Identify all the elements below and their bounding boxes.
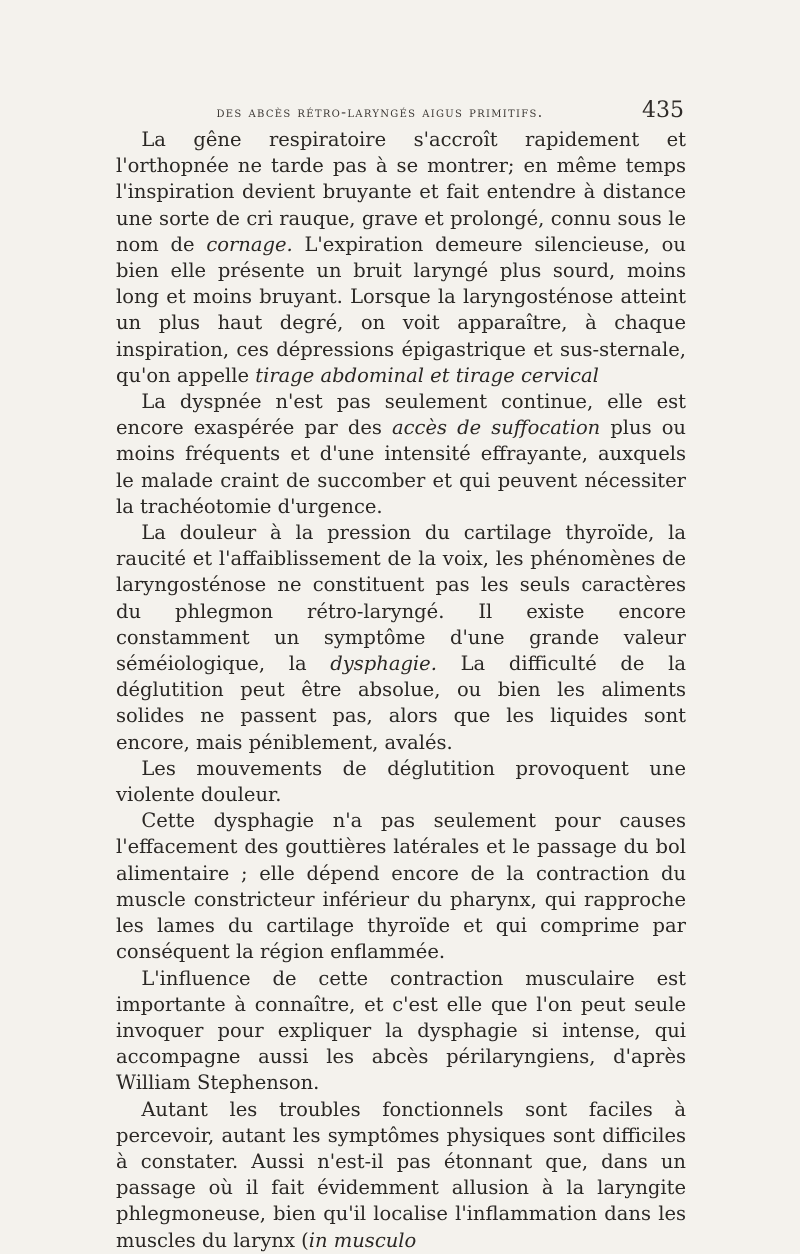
paragraph: La gêne respiratoire s'accroît rapidement et l'orthopnée ne tarde pas à se montrer; en même temps l'inspiration devient bruyante et fait entendre à distance une sorte de cri rauque, grave et prolongé, connu sous le nom de cornage. L'expiration demeure silencieuse, ou bien elle présente un bruit laryngé plus sourd, moins long et moins bruyant. Lorsque la laryngosténose atteint un plus haut degré, on voit apparaître, à chaque inspiration, ces dépressions épigastrique et sus-sternale, qu'on appelle tirage abdominal et tirage cervical (116, 128, 686, 387)
italic-term: accès de suffocation (392, 416, 601, 440)
italic-term: cornage. (206, 232, 293, 256)
paragraph: Autant les troubles fonctionnels sont faciles à percevoir, autant les symptômes physiques sont difficiles à constater. Aussi n'est-il pas étonnant que, dans un passage où il fait évidemment allusion à la laryngite phlegmoneuse, bien qu'il localise l'inflammation dans les muscles du larynx (in musculo (116, 1097, 686, 1252)
page-header (118, 98, 684, 128)
italic-term: dysphagie. (330, 652, 437, 676)
paragraph: Les mouvements de déglutition provoquent une violente douleur. (116, 756, 686, 807)
running-head: des abcès rétro-laryngés aigus primitifs. (216, 105, 544, 121)
paragraph: L'influence de cette contraction musculaire est importante à connaître, et c'est elle que l'on peut seule invoquer pour expliquer la dysphagie si intense, qui accompagne aussi les abcès périlaryngiens, d'après William Stephenson. (116, 966, 686, 1095)
italic-term: in musculo (308, 1228, 417, 1252)
italic-term: tirage abdominal et tirage cervical (255, 363, 599, 387)
page-number: 435 (642, 98, 684, 123)
paragraph: La douleur à la pression du cartilage thyroïde, la raucité et l'affaiblissement de la voix, les phénomènes de laryngosténose ne constituent pas les seuls caractères du phlegmon rétro-laryngé. Il existe encore constamment un symptôme d'une grande valeur séméiologique, la dysphagie. La difficulté de la déglutition peut être absolue, ou bien les aliments solides ne passent pas, alors que les liquides sont encore, mais péniblement, avalés. (116, 521, 686, 754)
paragraph: La dyspnée n'est pas seulement continue, elle est encore exaspérée par des accès de suffocation plus ou moins fréquents et d'une intensité effrayante, auxquels le malade craint de succomber et qui peuvent nécessiter la trachéotomie d'urgence. (116, 390, 686, 518)
body-text (116, 127, 686, 1254)
paragraph: Cette dysphagie n'a pas seulement pour causes l'effacement des gouttières latérales et le passage du bol alimentaire ; elle dépend encore de la contraction du muscle constricteur inférieur du pharynx, qui rapproche les lames du cartilage thyroïde et qui comprime par conséquent la région enflammée. (116, 809, 686, 964)
